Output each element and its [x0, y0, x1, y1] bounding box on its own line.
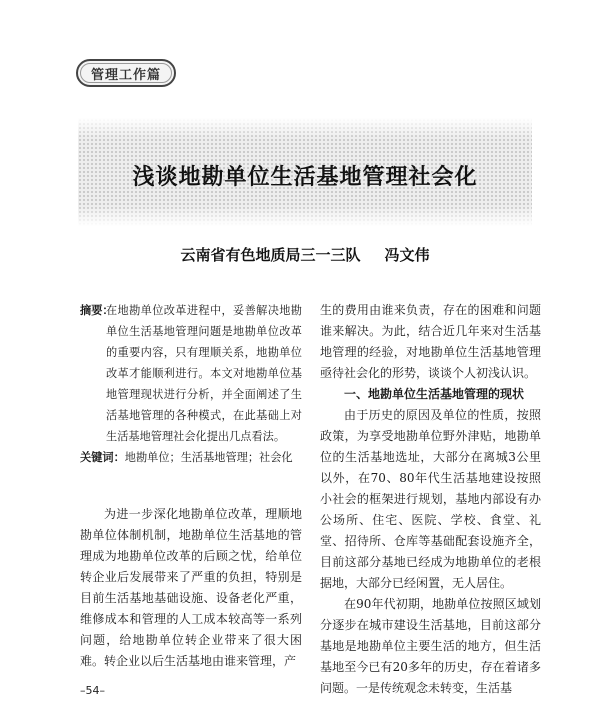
section1-paragraph-2: 在90年代初期，地勘单位按照区域划分逐步在城市建设生活基地，目前这部分基地是地勘单位主要生活的地方，但生活基地至今已有20多年的历史，存在着诸多问题。一是传统观念未转变，生活基 [320, 597, 541, 695]
section-label: 管理工作篇 [76, 59, 176, 87]
title-banner-fade-bottom [78, 206, 532, 226]
keywords-text: 地勘单位；生活基地管理；社会化 [124, 451, 293, 464]
right-column [320, 300, 541, 699]
article-title: 浅谈地勘单位生活基地管理社会化 [132, 164, 478, 190]
byline [78, 244, 532, 265]
left-column [80, 300, 302, 672]
keywords-label: 关键词： [80, 451, 125, 464]
abstract-label: 摘要： [80, 304, 114, 317]
right-intro-paragraph: 生的费用由谁来负责，存在的困难和问题谁来解决。为此，结合近几年来对生活基地管理的经验，对地勘单位生活基地管理亟待社会化的形势，谈谈个人初浅认识。 [320, 303, 541, 380]
keywords [80, 447, 302, 468]
byline-organization: 云南省有色地质局三一三队 [180, 246, 361, 264]
left-body-paragraph: 为进一步深化地勘单位改革，理顺地勘单位体制机制，地勘单位生活基地的管理成为地勘单位改革的后顾之忧，给单位转企业后发展带来了严重的负担，特别是目前生活基地基础设施、设备老化严重，维修成本和管理的人工成本较高等一系列问题，给地勘单位转企业带来了很大困难。转企业以后生活基地由谁来管理，产 [80, 507, 302, 668]
section1-heading: 一、地勘单位生活基地管理的现状 [344, 387, 525, 401]
page-number: –54– [80, 684, 105, 697]
section1-paragraph-1: 由于历史的原因及单位的性质，按照政策，为享受地勘单位野外津贴，地勘单位的生活基地选址，大部分在离城3公里以外，在70、80年代生活基地建设按照小社会的框架进行规划，基地内部设有办公场所、住宅、医院、学校、食堂、礼堂、招待所、仓库等基础配套设施齐全，目前这部分基地已经成为地勘单位的老根据地，大部分已经闲置，无人居住。 [320, 408, 541, 590]
title-banner-fade-top [78, 118, 532, 138]
abstract-text: 在地勘单位改革进程中，妥善解决地勘单位生活基地管理问题是地勘单位改革的重要内容，只有理顺关系，地勘单位改革才能顺利进行。本文对地勘单位基地管理现状进行分析，并全面阐述了生活基地管理的各种模式，在此基础上对生活基地管理社会化提出几点看法。 [106, 304, 302, 443]
abstract [80, 300, 302, 447]
byline-author: 冯文伟 [384, 246, 430, 264]
